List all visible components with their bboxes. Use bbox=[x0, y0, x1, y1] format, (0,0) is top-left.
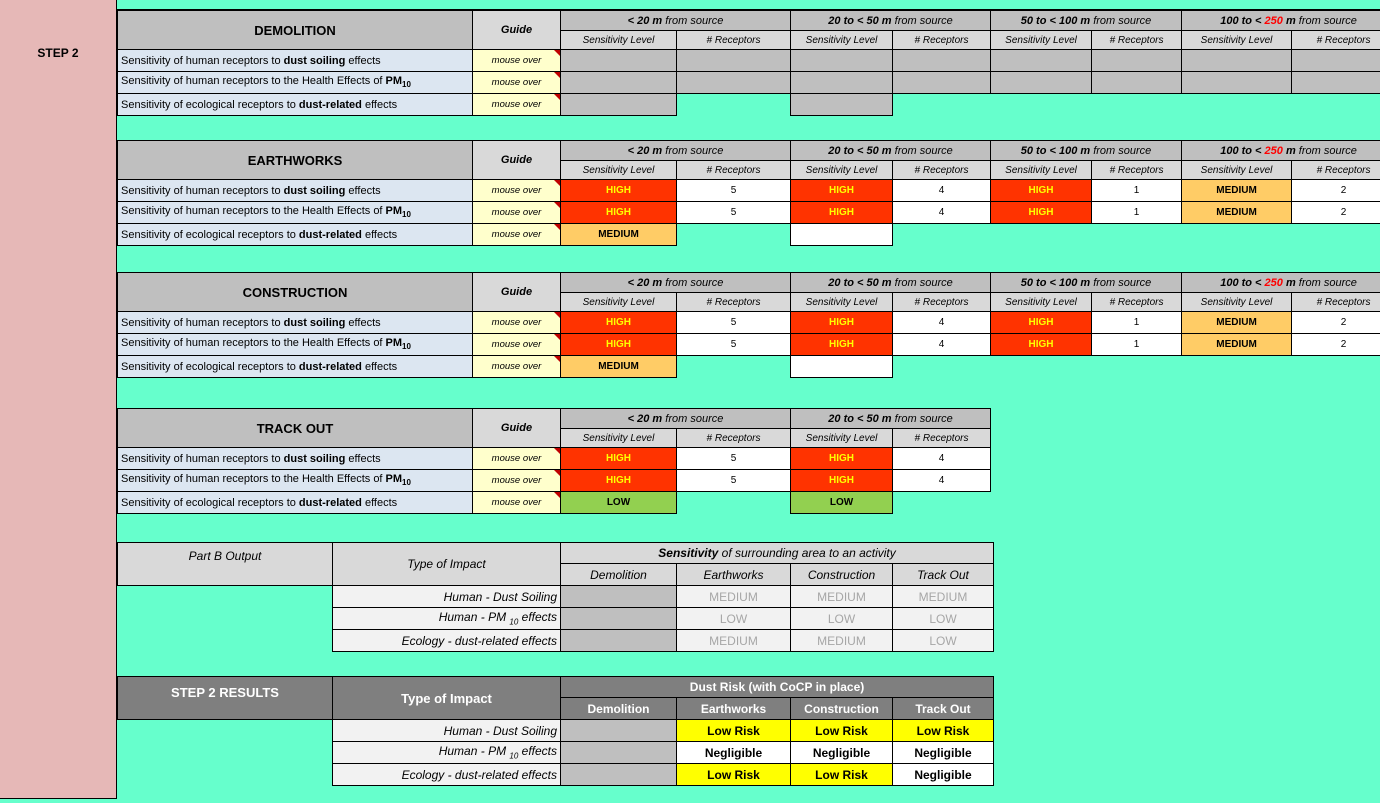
receptors-cell[interactable]: 1 bbox=[1092, 202, 1182, 224]
receptors-header: # Receptors bbox=[893, 161, 991, 180]
part-b-type-header: Type of Impact bbox=[333, 543, 561, 586]
distance-header: < 20 m from source bbox=[561, 141, 791, 161]
receptors-header: # Receptors bbox=[1292, 31, 1380, 50]
risk-value-cell: Low Risk bbox=[791, 720, 893, 742]
row-label: Sensitivity of ecological receptors to dust-related effects bbox=[118, 492, 473, 514]
part-b-value-cell: LOW bbox=[893, 630, 994, 652]
sensitivity-level-header: Sensitivity Level bbox=[1182, 161, 1292, 180]
receptors-cell[interactable]: 2 bbox=[1292, 334, 1380, 356]
receptors-cell[interactable]: 5 bbox=[677, 180, 791, 202]
spacer bbox=[1292, 94, 1380, 116]
spacer bbox=[1182, 224, 1292, 246]
spacer bbox=[1092, 356, 1182, 378]
risk-value-cell: Low Risk bbox=[677, 720, 791, 742]
receptors-header: # Receptors bbox=[893, 429, 991, 448]
guide-header: Guide bbox=[473, 141, 561, 180]
sensitivity-level-cell[interactable]: MEDIUM bbox=[1182, 180, 1292, 202]
receptors-header: # Receptors bbox=[1092, 293, 1182, 312]
section-table-track-out bbox=[117, 408, 991, 514]
receptors-cell[interactable]: 1 bbox=[1092, 180, 1182, 202]
row-label: Sensitivity of human receptors to the Health Effects of $PM_{10}$ bbox=[118, 72, 473, 94]
part-b-column-header: Demolition bbox=[561, 564, 677, 586]
receptors-cell[interactable] bbox=[893, 50, 991, 72]
guide-mouseover-cell[interactable]: mouse over bbox=[473, 224, 561, 246]
sensitivity-level-cell[interactable]: HIGH bbox=[791, 202, 893, 224]
receptors-cell[interactable]: 5 bbox=[677, 334, 791, 356]
spacer bbox=[118, 586, 333, 608]
sensitivity-level-cell[interactable] bbox=[791, 356, 893, 378]
distance-header: 50 to < 100 m from source bbox=[991, 141, 1182, 161]
part-b-title: Part B Output bbox=[118, 543, 333, 586]
table-row bbox=[118, 586, 994, 608]
spacer bbox=[118, 742, 333, 764]
risk-value-cell: Negligible bbox=[893, 764, 994, 786]
part-b-value-cell bbox=[561, 586, 677, 608]
receptors-header: # Receptors bbox=[1092, 31, 1182, 50]
sensitivity-level-cell[interactable]: MEDIUM bbox=[561, 224, 677, 246]
part-b-row-label: Human - PM $_{10}$ effects bbox=[333, 608, 561, 630]
sensitivity-level-header: Sensitivity Level bbox=[791, 31, 893, 50]
guide-mouseover-cell[interactable]: mouse over bbox=[473, 94, 561, 116]
table-row bbox=[118, 180, 1380, 202]
distance-header: 50 to < 100 m from source bbox=[991, 11, 1182, 31]
guide-mouseover-cell[interactable]: mouse over bbox=[473, 356, 561, 378]
table-row bbox=[118, 94, 1380, 116]
sensitivity-level-cell[interactable]: HIGH bbox=[561, 334, 677, 356]
row-label: Sensitivity of human receptors to the Health Effects of $PM_{10}$ bbox=[118, 334, 473, 356]
part-b-value-cell: MEDIUM bbox=[677, 630, 791, 652]
receptors-header: # Receptors bbox=[893, 31, 991, 50]
receptors-cell[interactable] bbox=[1292, 50, 1380, 72]
sensitivity-level-cell[interactable]: LOW bbox=[561, 492, 677, 514]
results-type-header: Type of Impact bbox=[333, 677, 561, 720]
spacer bbox=[677, 492, 791, 514]
table-row bbox=[118, 720, 994, 742]
row-label: Sensitivity of ecological receptors to dust-related effects bbox=[118, 94, 473, 116]
spacer bbox=[991, 224, 1092, 246]
table-row bbox=[118, 202, 1380, 224]
guide-mouseover-cell[interactable]: mouse over bbox=[473, 492, 561, 514]
results-title: STEP 2 RESULTS bbox=[118, 677, 333, 720]
guide-header: Guide bbox=[473, 11, 561, 50]
table-row bbox=[118, 608, 994, 630]
receptors-cell[interactable] bbox=[677, 50, 791, 72]
distance-header: 20 to < 50 m from source bbox=[791, 273, 991, 293]
sensitivity-level-header: Sensitivity Level bbox=[791, 293, 893, 312]
sensitivity-level-cell[interactable]: HIGH bbox=[561, 180, 677, 202]
distance-header: 20 to < 50 m from source bbox=[791, 11, 991, 31]
receptors-header: # Receptors bbox=[677, 429, 791, 448]
sensitivity-level-header: Sensitivity Level bbox=[1182, 31, 1292, 50]
table-row bbox=[118, 742, 994, 764]
receptors-cell[interactable]: 5 bbox=[677, 202, 791, 224]
part-b-value-cell: LOW bbox=[791, 608, 893, 630]
receptors-cell[interactable]: 4 bbox=[893, 334, 991, 356]
distance-header: < 20 m from source bbox=[561, 409, 791, 429]
sensitivity-level-header: Sensitivity Level bbox=[561, 429, 677, 448]
guide-mouseover-cell[interactable]: mouse over bbox=[473, 202, 561, 224]
sensitivity-level-cell[interactable] bbox=[1182, 50, 1292, 72]
sensitivity-level-cell[interactable]: HIGH bbox=[561, 470, 677, 492]
part-b-value-cell bbox=[561, 608, 677, 630]
receptors-cell[interactable]: 4 bbox=[893, 202, 991, 224]
receptors-cell[interactable]: 2 bbox=[1292, 312, 1380, 334]
table-row bbox=[118, 764, 994, 786]
spacer bbox=[893, 94, 991, 116]
spacer bbox=[893, 356, 991, 378]
sensitivity-level-cell[interactable]: HIGH bbox=[991, 312, 1092, 334]
spacer bbox=[118, 630, 333, 652]
spacer bbox=[1092, 224, 1182, 246]
distance-header: 20 to < 50 m from source bbox=[791, 409, 991, 429]
receptors-cell[interactable]: 1 bbox=[1092, 334, 1182, 356]
guide-mouseover-cell[interactable]: mouse over bbox=[473, 334, 561, 356]
spacer bbox=[677, 224, 791, 246]
risk-value-cell bbox=[561, 742, 677, 764]
spacer bbox=[677, 94, 791, 116]
sensitivity-level-header: Sensitivity Level bbox=[991, 31, 1092, 50]
sensitivity-level-cell[interactable]: HIGH bbox=[791, 312, 893, 334]
receptors-header: # Receptors bbox=[1092, 161, 1182, 180]
sensitivity-level-cell[interactable]: MEDIUM bbox=[1182, 202, 1292, 224]
row-label: Sensitivity of human receptors to the Health Effects of $PM_{10}$ bbox=[118, 202, 473, 224]
sensitivity-level-header: Sensitivity Level bbox=[991, 161, 1092, 180]
step-column bbox=[0, 0, 117, 799]
receptors-cell[interactable]: 4 bbox=[893, 470, 991, 492]
row-label: Sensitivity of ecological receptors to dust-related effects bbox=[118, 224, 473, 246]
spacer bbox=[991, 94, 1092, 116]
part-b-column-header: Track Out bbox=[893, 564, 994, 586]
results-column-header: Track Out bbox=[893, 698, 994, 720]
receptors-header: # Receptors bbox=[677, 293, 791, 312]
section-table-earthworks bbox=[117, 140, 1380, 246]
receptors-cell[interactable] bbox=[893, 72, 991, 94]
distance-header: 100 to < 250 m from source bbox=[1182, 273, 1380, 293]
risk-value-cell: Low Risk bbox=[791, 764, 893, 786]
receptors-cell[interactable] bbox=[1092, 50, 1182, 72]
guide-mouseover-cell[interactable]: mouse over bbox=[473, 180, 561, 202]
sensitivity-level-header: Sensitivity Level bbox=[791, 161, 893, 180]
risk-value-cell bbox=[561, 720, 677, 742]
spacer bbox=[1092, 94, 1182, 116]
row-label: Sensitivity of human receptors to the Health Effects of $PM_{10}$ bbox=[118, 470, 473, 492]
part-b-value-cell: MEDIUM bbox=[677, 586, 791, 608]
sensitivity-level-cell[interactable]: MEDIUM bbox=[1182, 334, 1292, 356]
table-row bbox=[118, 50, 1380, 72]
sensitivity-level-cell[interactable] bbox=[791, 224, 893, 246]
receptors-cell[interactable]: 4 bbox=[893, 312, 991, 334]
results-column-header: Demolition bbox=[561, 698, 677, 720]
results-row-label: Human - Dust Soiling bbox=[333, 720, 561, 742]
results-row-label: Human - PM $_{10}$ effects bbox=[333, 742, 561, 764]
table-row bbox=[118, 356, 1380, 378]
receptors-header: # Receptors bbox=[1292, 161, 1380, 180]
sensitivity-level-cell[interactable]: HIGH bbox=[791, 180, 893, 202]
table-row bbox=[118, 224, 1380, 246]
receptors-header: # Receptors bbox=[893, 293, 991, 312]
sensitivity-level-header: Sensitivity Level bbox=[1182, 293, 1292, 312]
receptors-cell[interactable] bbox=[677, 72, 791, 94]
top-edge bbox=[117, 0, 1380, 10]
spacer bbox=[1292, 224, 1380, 246]
part-b-value-cell: MEDIUM bbox=[893, 586, 994, 608]
section-title: EARTHWORKS bbox=[118, 141, 473, 180]
part-b-value-cell: LOW bbox=[893, 608, 994, 630]
sensitivity-level-cell[interactable]: MEDIUM bbox=[561, 356, 677, 378]
sensitivity-level-header: Sensitivity Level bbox=[561, 293, 677, 312]
sensitivity-level-cell[interactable] bbox=[791, 50, 893, 72]
part-b-output-table bbox=[117, 542, 994, 652]
spacer bbox=[991, 356, 1092, 378]
receptors-cell[interactable]: 4 bbox=[893, 180, 991, 202]
step-label: STEP 2 bbox=[37, 46, 79, 60]
guide-mouseover-cell[interactable]: mouse over bbox=[473, 448, 561, 470]
part-b-value-cell: MEDIUM bbox=[791, 586, 893, 608]
table-row bbox=[118, 312, 1380, 334]
receptors-header: # Receptors bbox=[677, 31, 791, 50]
receptors-cell[interactable] bbox=[1292, 72, 1380, 94]
guide-mouseover-cell[interactable]: mouse over bbox=[473, 50, 561, 72]
part-b-sensitivity-header: Sensitivity of surrounding area to an activity bbox=[561, 543, 994, 564]
section-title: CONSTRUCTION bbox=[118, 273, 473, 312]
sensitivity-level-cell[interactable] bbox=[561, 72, 677, 94]
table-row bbox=[118, 334, 1380, 356]
distance-header: 50 to < 100 m from source bbox=[991, 273, 1182, 293]
spacer bbox=[893, 492, 991, 514]
row-label: Sensitivity of human receptors to dust soiling effects bbox=[118, 50, 473, 72]
sensitivity-level-header: Sensitivity Level bbox=[561, 161, 677, 180]
results-risk-header: Dust Risk (with CoCP in place) bbox=[561, 677, 994, 698]
sensitivity-level-cell[interactable] bbox=[791, 94, 893, 116]
sensitivity-level-cell[interactable] bbox=[561, 94, 677, 116]
risk-value-cell: Negligible bbox=[791, 742, 893, 764]
distance-header: < 20 m from source bbox=[561, 11, 791, 31]
sensitivity-level-cell[interactable] bbox=[1182, 72, 1292, 94]
table-row bbox=[118, 448, 991, 470]
sensitivity-level-cell[interactable]: MEDIUM bbox=[1182, 312, 1292, 334]
sensitivity-level-cell[interactable]: HIGH bbox=[991, 202, 1092, 224]
receptors-header: # Receptors bbox=[677, 161, 791, 180]
guide-mouseover-cell[interactable]: mouse over bbox=[473, 72, 561, 94]
spacer bbox=[1292, 356, 1380, 378]
sensitivity-level-cell[interactable]: HIGH bbox=[791, 470, 893, 492]
sensitivity-level-cell[interactable]: HIGH bbox=[561, 448, 677, 470]
distance-header: 100 to < 250 m from source bbox=[1182, 11, 1380, 31]
receptors-cell[interactable]: 5 bbox=[677, 470, 791, 492]
guide-header: Guide bbox=[473, 273, 561, 312]
part-b-value-cell: LOW bbox=[677, 608, 791, 630]
sensitivity-level-cell[interactable] bbox=[991, 50, 1092, 72]
sensitivity-level-cell[interactable]: HIGH bbox=[561, 202, 677, 224]
receptors-cell[interactable]: 5 bbox=[677, 448, 791, 470]
receptors-cell[interactable]: 2 bbox=[1292, 202, 1380, 224]
table-row bbox=[118, 470, 991, 492]
sensitivity-level-cell[interactable] bbox=[991, 72, 1092, 94]
distance-header: < 20 m from source bbox=[561, 273, 791, 293]
results-row-label: Ecology - dust-related effects bbox=[333, 764, 561, 786]
receptors-cell[interactable]: 5 bbox=[677, 312, 791, 334]
sensitivity-level-cell[interactable]: HIGH bbox=[991, 180, 1092, 202]
table-row bbox=[118, 72, 1380, 94]
sensitivity-level-cell[interactable]: LOW bbox=[791, 492, 893, 514]
row-label: Sensitivity of ecological receptors to dust-related effects bbox=[118, 356, 473, 378]
section-title: TRACK OUT bbox=[118, 409, 473, 448]
part-b-row-label: Ecology - dust-related effects bbox=[333, 630, 561, 652]
risk-value-cell: Low Risk bbox=[677, 764, 791, 786]
receptors-cell[interactable] bbox=[1092, 72, 1182, 94]
risk-value-cell: Low Risk bbox=[893, 720, 994, 742]
table-row bbox=[118, 630, 994, 652]
distance-header: 20 to < 50 m from source bbox=[791, 141, 991, 161]
step2-results-table bbox=[117, 676, 994, 786]
distance-header: 100 to < 250 m from source bbox=[1182, 141, 1380, 161]
guide-mouseover-cell[interactable]: mouse over bbox=[473, 470, 561, 492]
receptors-cell[interactable]: 2 bbox=[1292, 180, 1380, 202]
sensitivity-level-cell[interactable]: HIGH bbox=[791, 334, 893, 356]
sensitivity-level-header: Sensitivity Level bbox=[791, 429, 893, 448]
spacer bbox=[1182, 356, 1292, 378]
spacer bbox=[677, 356, 791, 378]
sensitivity-level-cell[interactable] bbox=[561, 50, 677, 72]
row-label: Sensitivity of human receptors to dust soiling effects bbox=[118, 312, 473, 334]
sensitivity-level-cell[interactable]: HIGH bbox=[561, 312, 677, 334]
row-label: Sensitivity of human receptors to dust soiling effects bbox=[118, 448, 473, 470]
part-b-value-cell bbox=[561, 630, 677, 652]
risk-value-cell bbox=[561, 764, 677, 786]
sensitivity-level-cell[interactable]: HIGH bbox=[791, 448, 893, 470]
spacer bbox=[118, 720, 333, 742]
spacer bbox=[1182, 94, 1292, 116]
receptors-header: # Receptors bbox=[1292, 293, 1380, 312]
results-column-header: Construction bbox=[791, 698, 893, 720]
risk-value-cell: Negligible bbox=[893, 742, 994, 764]
section-table-construction bbox=[117, 272, 1380, 378]
sensitivity-level-cell[interactable]: HIGH bbox=[991, 334, 1092, 356]
spacer bbox=[893, 224, 991, 246]
part-b-value-cell: MEDIUM bbox=[791, 630, 893, 652]
part-b-row-label: Human - Dust Soiling bbox=[333, 586, 561, 608]
sensitivity-level-header: Sensitivity Level bbox=[991, 293, 1092, 312]
table-row bbox=[118, 492, 991, 514]
receptors-cell[interactable]: 1 bbox=[1092, 312, 1182, 334]
part-b-column-header: Construction bbox=[791, 564, 893, 586]
sensitivity-level-header: Sensitivity Level bbox=[561, 31, 677, 50]
row-label: Sensitivity of human receptors to dust soiling effects bbox=[118, 180, 473, 202]
spacer bbox=[118, 764, 333, 786]
results-column-header: Earthworks bbox=[677, 698, 791, 720]
sensitivity-level-cell[interactable] bbox=[791, 72, 893, 94]
guide-header: Guide bbox=[473, 409, 561, 448]
risk-value-cell: Negligible bbox=[677, 742, 791, 764]
section-title: DEMOLITION bbox=[118, 11, 473, 50]
section-table-demolition bbox=[117, 10, 1380, 116]
guide-mouseover-cell[interactable]: mouse over bbox=[473, 312, 561, 334]
spacer bbox=[118, 608, 333, 630]
receptors-cell[interactable]: 4 bbox=[893, 448, 991, 470]
part-b-column-header: Earthworks bbox=[677, 564, 791, 586]
